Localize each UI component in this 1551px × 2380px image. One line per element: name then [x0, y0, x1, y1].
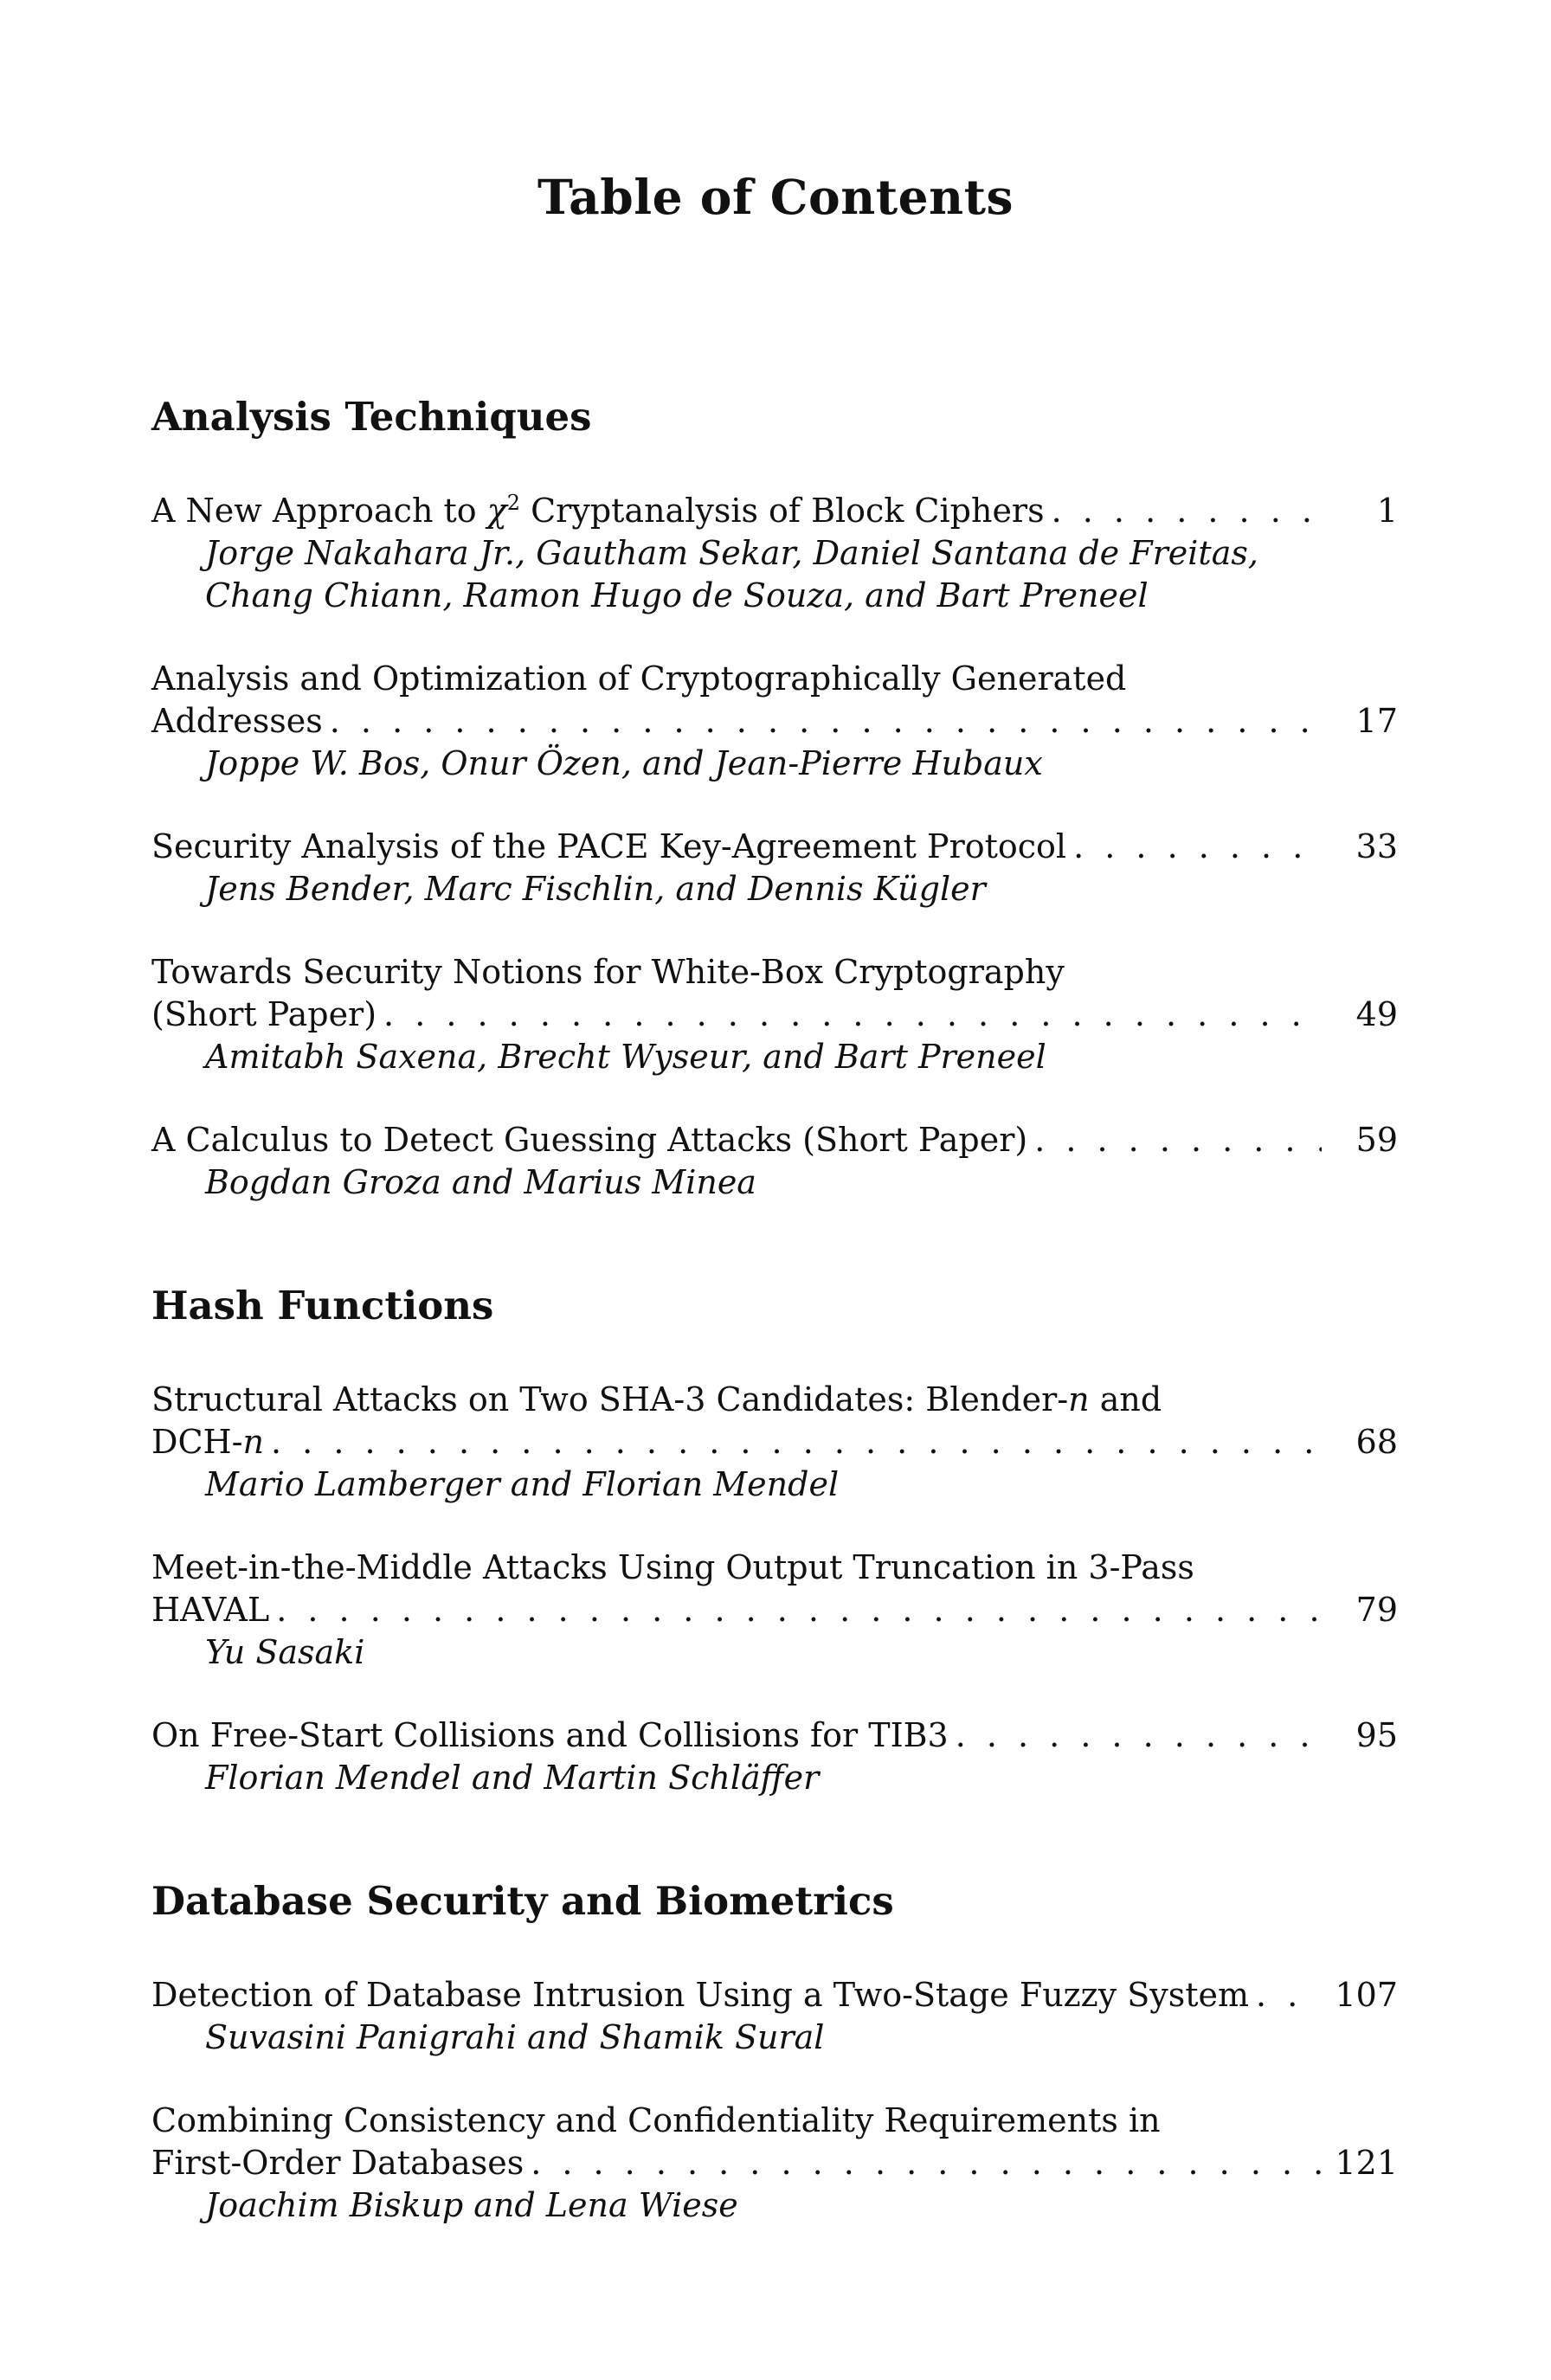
page-number: 1: [1376, 492, 1398, 530]
toc-entry[interactable]: [151, 951, 1398, 1078]
entry-title-line: [151, 1714, 1398, 1757]
toc-entry[interactable]: [151, 826, 1398, 910]
dot-leaders: [271, 1421, 1322, 1463]
entry-authors: Bogdan Groza and Marius Minea: [205, 1163, 756, 1201]
entry-title: Meet-in-the-Middle Attacks Using Output Truncation in 3-Pass: [151, 1548, 1194, 1586]
entry-title-line: [151, 490, 1398, 532]
entry-title: Security Analysis of the PACE Key-Agreement Protocol: [151, 827, 1067, 865]
entry-authors: Amitabh Saxena, Brecht Wyseur, and Bart Preneel: [205, 1038, 1046, 1076]
dot-leaders: [276, 1589, 1322, 1631]
entry-authors: Joppe W. Bos, Onur Özen, and Jean-Pierre Hubaux: [205, 744, 1043, 782]
toc-entry[interactable]: [151, 1714, 1398, 1799]
entry-title-suffix: Cryptanalysis of Block Ciphers: [520, 492, 1045, 530]
dot-leaders: [531, 2142, 1322, 2184]
entry-title-prefix: DCH-: [151, 1423, 243, 1461]
section-database-security: [151, 1875, 1398, 2227]
toc-entry[interactable]: [151, 490, 1398, 617]
entry-authors: Joachim Biskup and Lena Wiese: [205, 2186, 738, 2224]
entry-title-prefix: Structural Attacks on Two SHA-3 Candidates: Blender-: [151, 1380, 1069, 1418]
toc-entry[interactable]: [151, 2100, 1398, 2227]
entry-title-line: [151, 1119, 1398, 1161]
entry-authors: Florian Mendel and Martin Schläffer: [205, 1759, 820, 1797]
dot-leaders: [1034, 1119, 1322, 1161]
page-number: 79: [1355, 1591, 1398, 1629]
section-hash-functions: [151, 1280, 1398, 1799]
toc-entry[interactable]: [151, 1974, 1398, 2059]
entry-title-prefix: A New Approach to: [151, 492, 487, 530]
superscript: 2: [506, 491, 521, 515]
entry-authors: Yu Sasaki: [205, 1633, 365, 1671]
dot-leaders: [1052, 490, 1322, 532]
page-number: 107: [1335, 1976, 1398, 2014]
entry-authors: Suvasini Panigrahi and Shamik Sural: [205, 2018, 825, 2056]
entry-title-line: [151, 1589, 1398, 1631]
page-number: 49: [1355, 995, 1398, 1033]
toc-content: [151, 391, 1398, 2227]
entry-title: Analysis and Optimization of Cryptographically Generated: [151, 659, 1127, 698]
entry-title: [151, 1379, 1398, 1421]
toc-entry[interactable]: [151, 658, 1398, 785]
entry-title: [151, 490, 1045, 532]
dot-leaders: [956, 1714, 1322, 1757]
section-analysis-techniques: [151, 391, 1398, 1204]
section-heading: Hash Functions: [151, 1283, 494, 1328]
entry-title-continued: (Short Paper): [151, 995, 377, 1033]
entry-title-line: [151, 826, 1398, 868]
entry-title: On Free-Start Collisions and Collisions for TIB3: [151, 1716, 949, 1754]
toc-entry[interactable]: [151, 1119, 1398, 1204]
entry-title-line: [151, 1974, 1398, 2017]
toc-entry[interactable]: [151, 1547, 1398, 1674]
page-title: Table of Contents: [537, 169, 1014, 225]
section-heading: Database Security and Biometrics: [151, 1878, 894, 1924]
entry-authors: Jens Bender, Marc Fischlin, and Dennis Kügler: [205, 870, 986, 908]
entry-title-line: [151, 994, 1398, 1036]
entry-title-line: [151, 2142, 1398, 2184]
section-heading: Analysis Techniques: [151, 394, 592, 440]
entry-authors: Chang Chiann, Ramon Hugo de Souza, and Bart Preneel: [205, 576, 1149, 614]
entry-title: A Calculus to Detect Guessing Attacks (Short Paper): [151, 1121, 1028, 1159]
entry-title-continued: First-Order Databases: [151, 2144, 525, 2182]
entry-title-line: [151, 700, 1398, 743]
entry-title-line: [151, 1421, 1398, 1463]
toc-entry[interactable]: [151, 1379, 1398, 1506]
entry-title-continued: HAVAL: [151, 1591, 270, 1629]
dot-leaders: [330, 700, 1322, 743]
entry-title-continued: Addresses: [151, 702, 323, 740]
page-number: 59: [1355, 1121, 1398, 1159]
entry-authors: Jorge Nakahara Jr., Gautham Sekar, Daniel Santana de Freitas,: [205, 534, 1258, 572]
page-number: 68: [1355, 1423, 1398, 1461]
entry-authors: Mario Lamberger and Florian Mendel: [205, 1465, 840, 1503]
entry-title: Towards Security Notions for White-Box Cryptography: [151, 953, 1065, 991]
dot-leaders: [1073, 826, 1322, 868]
math-variable: n: [242, 1423, 265, 1461]
dot-leaders: [1256, 1974, 1322, 2017]
entry-title: Combining Consistency and Confidentiality Requirements in: [151, 2101, 1161, 2139]
page-number: 121: [1335, 2144, 1398, 2182]
entry-title-continued: [151, 1421, 264, 1463]
page-number: 17: [1355, 702, 1398, 740]
math-variable: n: [1068, 1380, 1090, 1418]
entry-title: Detection of Database Intrusion Using a Two-Stage Fuzzy System: [151, 1976, 1250, 2014]
page-number: 33: [1355, 827, 1398, 865]
dot-leaders: [383, 994, 1322, 1036]
entry-title-suffix: and: [1089, 1380, 1162, 1418]
chi-symbol: χ: [486, 492, 507, 530]
page-number: 95: [1355, 1716, 1398, 1754]
